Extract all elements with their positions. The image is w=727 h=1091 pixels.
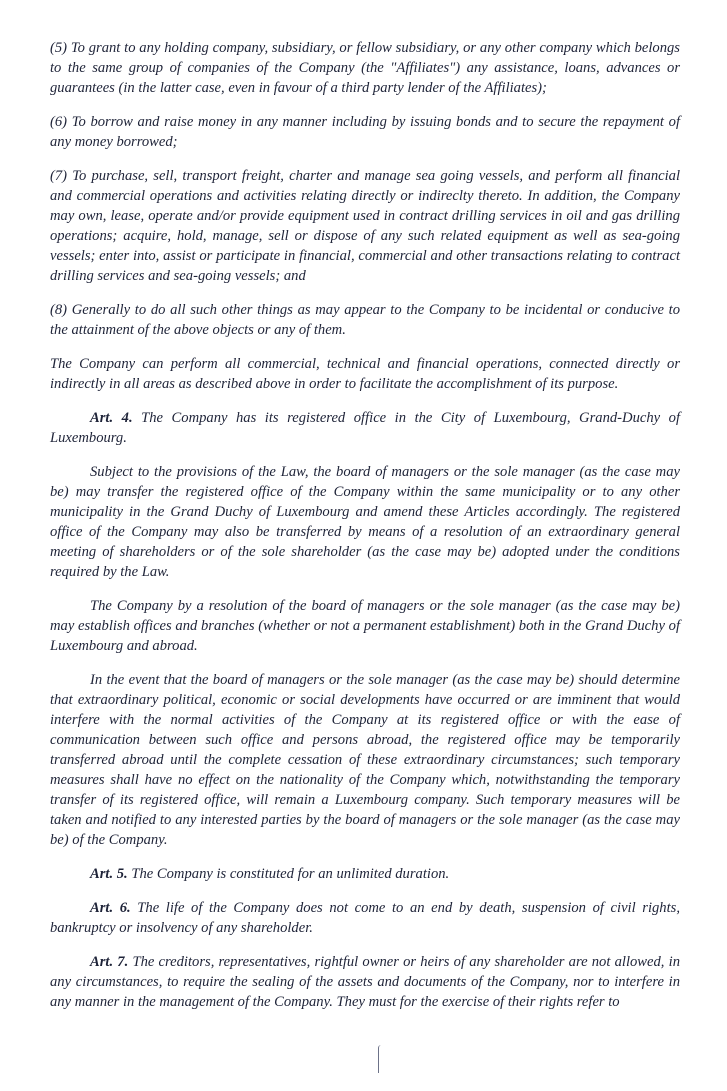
article-6-text: The life of the Company does not come to an end by death, suspension of civil rights, bankruptcy or insolvency of any shareholder.	[50, 900, 680, 936]
article-5-text: The Company is constituted for an unlimited duration.	[127, 866, 450, 882]
article-7-text: The creditors, representatives, rightful owner or heirs of any shareholder are not allowed, in any circumstances, to require the sealing of the assets and documents of the Company, nor to interfere in any manner in the management of the Company. They must for the exercise of their rights refer to	[50, 954, 680, 1010]
article-4-text: The Company has its registered office in the City of Luxembourg, Grand-Duchy of Luxembourg.	[50, 410, 680, 446]
article-5-label: Art. 5.	[90, 866, 128, 882]
article-7-label: Art. 7.	[90, 954, 129, 970]
paragraph-objects-7: (7) To purchase, sell, transport freight, charter and manage sea going vessels, and perform all financial and commercial operations and activities relating directly or indireclty thereto. In addition, the Company may own, lease, operate and/or provide equipment used in contract drilling services in oil and gas drilling operations; acquire, hold, manage, sell or dispose of any such related equipment as well as sea-going vessels; enter into, assist or participate in financial, commercial and other transactions relating to contract drilling services and sea-going vessels; and	[50, 168, 680, 284]
paragraph-objects-5: (5) To grant to any holding company, subsidiary, or fellow subsidiary, or any other company which belongs to the same group of companies of the Company (the "Affiliates") any assistance, loans, advances or guarantees (in the latter case, even in favour of a third party lender of the Affiliates);	[50, 40, 680, 96]
article-4-paragraph-branches: The Company by a resolution of the board of managers or the sole manager (as the case may be) may establish offices and branches (whether or not a permanent establishment) both in the Grand Duchy of Luxembourg and abroad.	[50, 598, 680, 654]
paragraph-objects-6: (6) To borrow and raise money in any manner including by issuing bonds and to secure the repayment of any money borrowed;	[50, 114, 680, 150]
paragraph-objects-8: (8) Generally to do all such other things as may appear to the Company to be incidental or conducive to the attainment of the above objects or any of them.	[50, 302, 680, 338]
article-6-label: Art. 6.	[90, 900, 131, 916]
article-4-label: Art. 4.	[90, 410, 133, 426]
handwritten-mark	[378, 1045, 381, 1073]
article-4-paragraph-transfer: Subject to the provisions of the Law, the board of managers or the sole manager (as the case may be) may transfer the registered office of the Company within the same municipality or to any other municipality in the Grand Duchy of Luxembourg and amend these Articles accordingly. The registered office of the Company may also be transferred by means of a resolution of an extraordinary general meeting of shareholders or of the sole shareholder (as the case may be) adopted under the conditions required by the Law.	[50, 464, 680, 580]
article-4	[50, 408, 680, 448]
document-page	[50, 38, 680, 1026]
article-5	[50, 864, 680, 884]
paragraph-purpose: The Company can perform all commercial, technical and financial operations, connected directly or indirectly in all areas as described above in order to facilitate the accomplishment of its purpose.	[50, 356, 680, 392]
article-6	[50, 898, 680, 938]
article-7	[50, 952, 680, 1012]
article-4-paragraph-extraordinary: In the event that the board of managers or the sole manager (as the case may be) should determine that extraordinary political, economic or social developments have occurred or are imminent that would interfere with the normal activities of the Company at its registered office or with the ease of communication between such office and persons abroad, the registered office may be temporarily transferred abroad until the complete cessation of these extraordinary circumstances; such temporary measures shall have no effect on the nationality of the Company which, notwithstanding the temporary transfer of its registered office, will remain a Luxembourg company. Such temporary measures will be taken and notified to any interested parties by the board of managers or the sole manager (as the case may be) of the Company.	[50, 672, 680, 848]
